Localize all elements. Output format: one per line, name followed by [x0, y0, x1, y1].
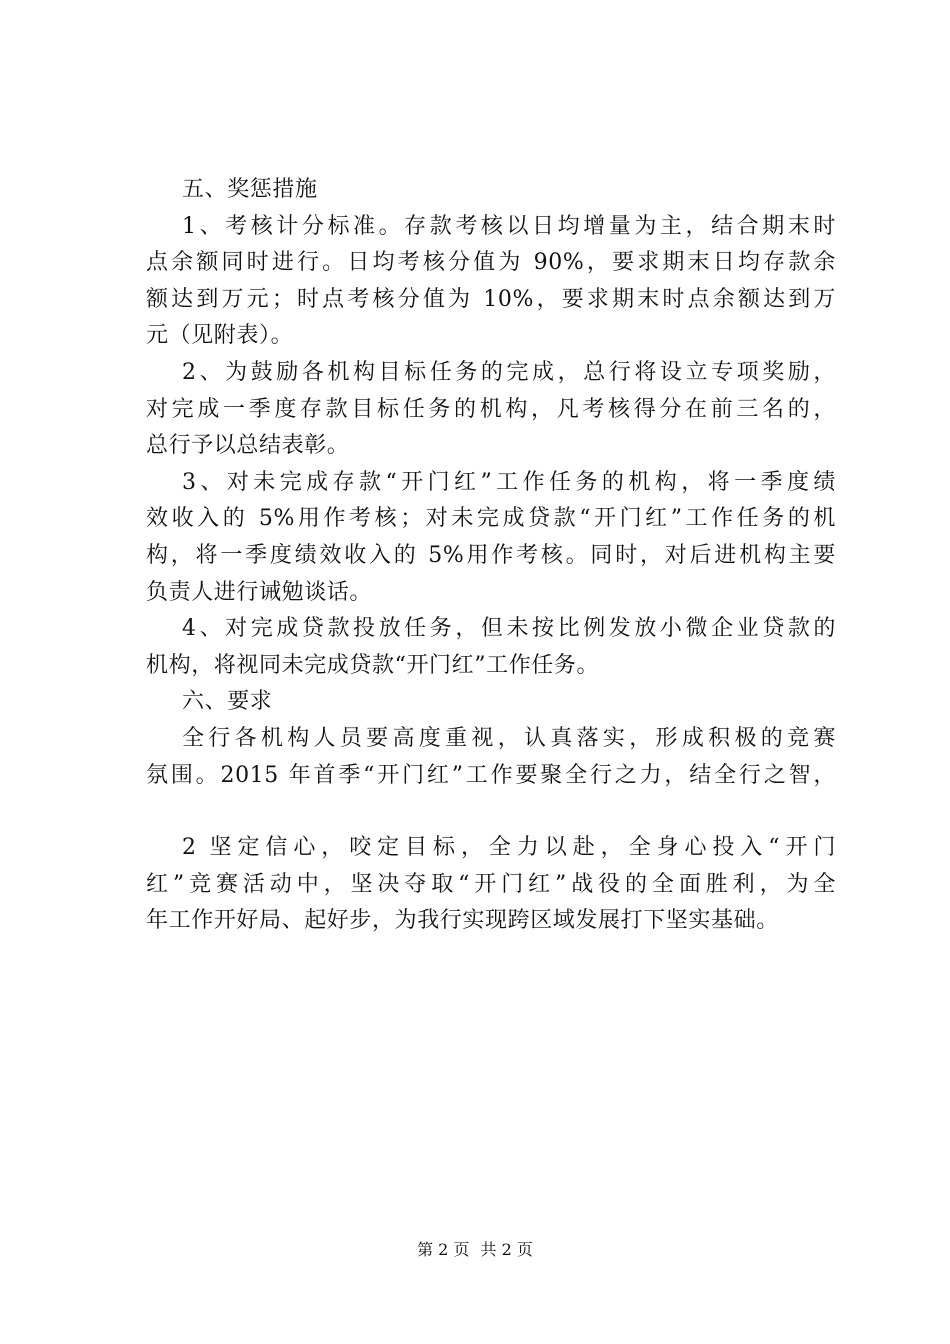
paragraph-line: 点余额同时进行。日均考核分值为 90%，要求期末日均存款余: [146, 250, 836, 276]
paragraph-line: 对完成一季度存款目标任务的机构，凡考核得分在前三名的，: [146, 396, 836, 422]
section-heading-requirements: 六、要求: [182, 689, 273, 715]
paragraph-line: 氛围。2015 年首季“开门红”工作要聚全行之力，结全行之智，: [146, 762, 836, 788]
paragraph-line: 总行予以总结表彰。: [146, 433, 350, 459]
page-number: 第 2 页: [417, 1240, 470, 1259]
paragraph-line: 效收入的 5%用作考核；对未完成贷款“开门红”工作任务的机: [146, 506, 836, 532]
paragraph-line: 元（见附表）。: [146, 323, 294, 349]
section-heading-rewards: 五、奖惩措施: [182, 177, 318, 202]
paragraph-line: 额达到万元；时点考核分值为 10%，要求期末时点余额达到万: [146, 286, 836, 312]
paragraph-line: 红”竞赛活动中，坚决夺取“开门红”战役的全面胜利，为全: [146, 871, 836, 897]
paragraph-line: 构，将一季度绩效收入的 5%用作考核。同时，对后进机构主要: [146, 542, 836, 568]
paragraph-line: 3、对未完成存款“开门红”工作任务的机构，将一季度绩: [182, 469, 836, 495]
paragraph-line: 年工作开好局、起好步，为我行实现跨区域发展打下坚实基础。: [146, 908, 779, 934]
paragraph-line: 1、考核计分标准。存款考核以日均增量为主，结合期末时: [182, 213, 836, 239]
paragraph-line: 全行各机构人员要高度重视，认真落实，形成积极的竞赛: [182, 725, 836, 751]
paragraph-line: 4、对完成贷款投放任务，但未按比例发放小微企业贷款的: [182, 616, 836, 642]
paragraph-line: 负责人进行诫勉谈话。: [146, 579, 373, 605]
paragraph-gap: [146, 794, 836, 830]
paragraph-line: 机构，将视同未完成贷款“开门红”工作任务。: [146, 652, 600, 678]
page-total: 共 2 页: [480, 1240, 533, 1259]
paragraph-line: 2 坚定信心，咬定目标，全力以赴，全身心投入“开门: [182, 835, 836, 861]
document-body: [146, 172, 836, 940]
page-footer: [0, 1239, 950, 1261]
paragraph-line: 2、为鼓励各机构目标任务的完成，总行将设立专项奖励，: [182, 359, 836, 385]
